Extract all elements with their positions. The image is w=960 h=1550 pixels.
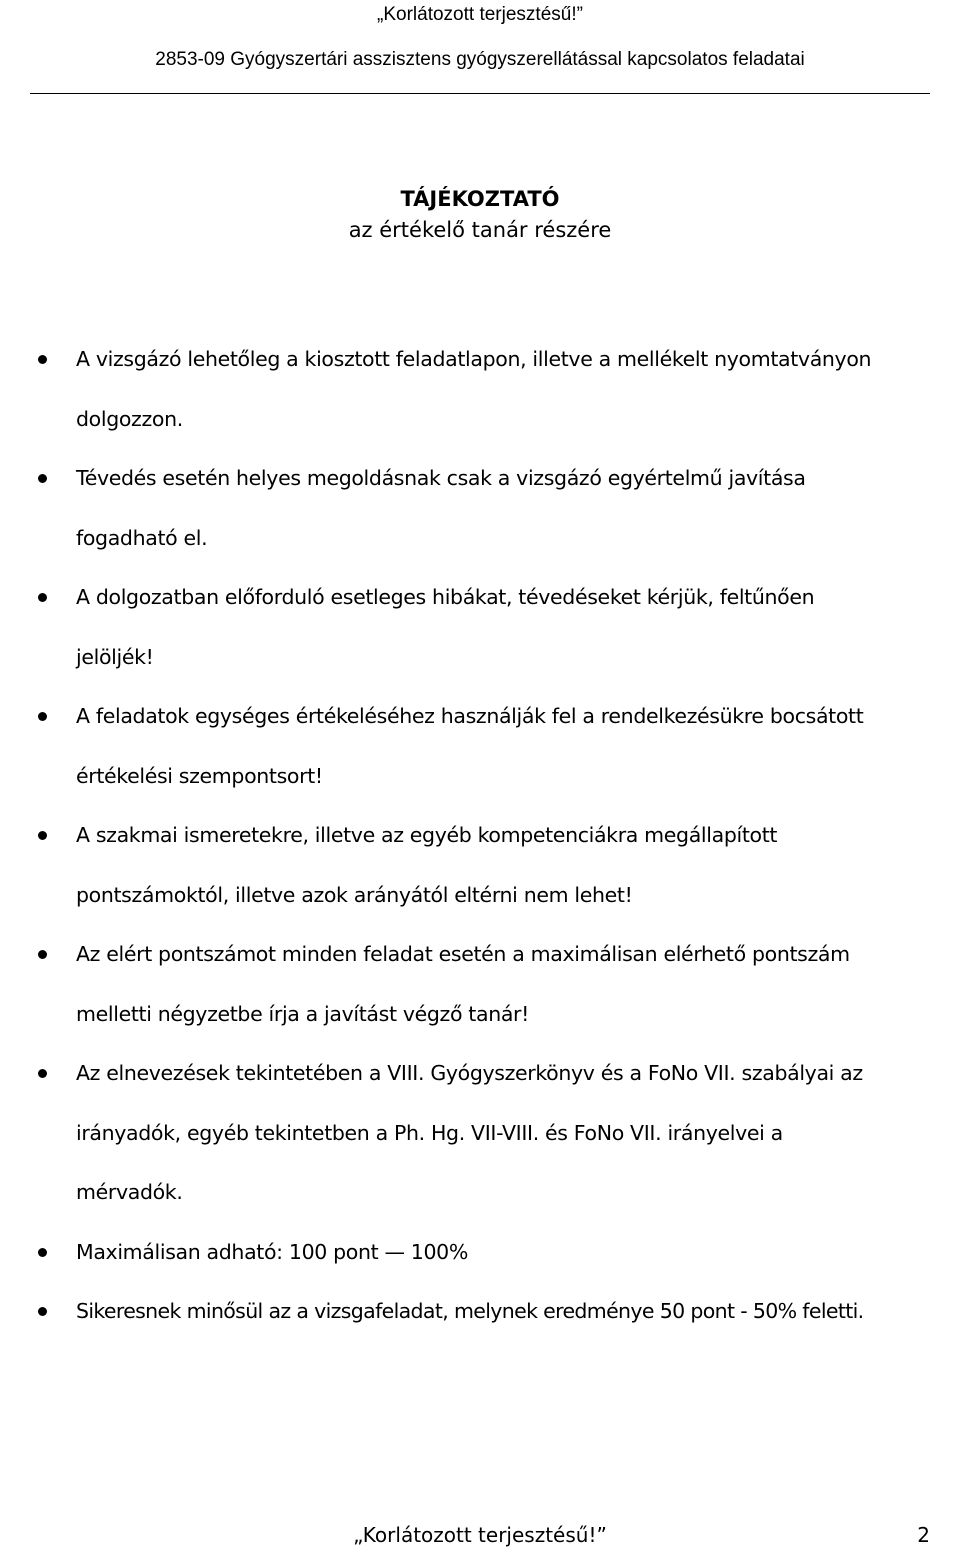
course-title: 2853-09 Gyógyszertári asszisztens gyógyszerellátással kapcsolatos feladatai [155,49,805,70]
instruction-line: Az elért pontszámot minden feladat esetén a maximálisan elérhető pontszám [76,942,850,966]
instruction-line: dolgozzon. [76,406,183,431]
instruction-item [0,687,960,806]
document-subtitle: az értékelő tanár részére [348,218,612,242]
instruction-line: értékelési szempontsort! [76,763,323,788]
instruction-item [0,806,960,925]
page-number: 2 [917,1523,930,1547]
instruction-item [0,1044,960,1223]
instruction-item [0,1282,960,1342]
bullet-icon [38,474,47,483]
instruction-item [0,925,960,1044]
restriction-notice-header: „Korlátozott terjesztésű!” [377,4,583,25]
bullet-icon [38,831,47,840]
instruction-line: A feladatok egységes értékeléséhez használják fel a rendelkezésükre bocsátott [76,704,864,728]
instruction-item [0,568,960,687]
instruction-line: Tévedés esetén helyes megoldásnak csak a vizsgázó egyértelmű javítása [76,466,806,490]
bullet-icon [38,1307,47,1316]
bullet-icon [38,950,47,959]
instruction-line: A szakmai ismeretekre, illetve az egyéb kompetenciákra megállapított [76,823,778,847]
bullet-icon [38,1069,47,1078]
instruction-line: mérvadók. [76,1180,183,1204]
bullet-icon [38,593,47,602]
instruction-line: A dolgozatban előforduló esetleges hibákat, tévedéseket kérjük, feltűnően [76,585,815,609]
instruction-line: jelöljék! [76,644,154,669]
instruction-line: A vizsgázó lehetőleg a kiosztott feladatlapon, illetve a mellékelt nyomtatványon [76,347,872,371]
instruction-line: irányadók, egyéb tekintetben a Ph. Hg. VII-VIII. és FoNo VII. irányelvei a [76,1120,783,1145]
instruction-line: Sikeresnek minősül az a vizsgafeladat, melynek eredménye 50 pont - 50% feletti. [76,1299,864,1323]
instruction-item [0,330,960,449]
instruction-list [0,330,960,1342]
instruction-item [0,1223,960,1283]
instruction-line: fogadható el. [76,525,208,550]
document-title: TÁJÉKOZTATÓ [400,187,560,211]
restriction-notice-footer: „Korlátozott terjesztésű!” [353,1523,607,1547]
page-footer [0,1522,960,1548]
instruction-item [0,449,960,568]
instruction-line: pontszámoktól, illetve azok arányától eltérni nem lehet! [76,882,633,907]
instruction-line: melletti négyzetbe írja a javítást végző tanár! [76,1001,529,1026]
header-divider [30,93,930,94]
bullet-icon [38,1248,47,1257]
instruction-line: Maximálisan adható: 100 pont — 100% [76,1239,469,1264]
instruction-line: Az elnevezések tekintetében a VIII. Gyógyszerkönyv és a FoNo VII. szabályai az [76,1061,863,1085]
bullet-icon [38,355,47,364]
bullet-icon [38,712,47,721]
